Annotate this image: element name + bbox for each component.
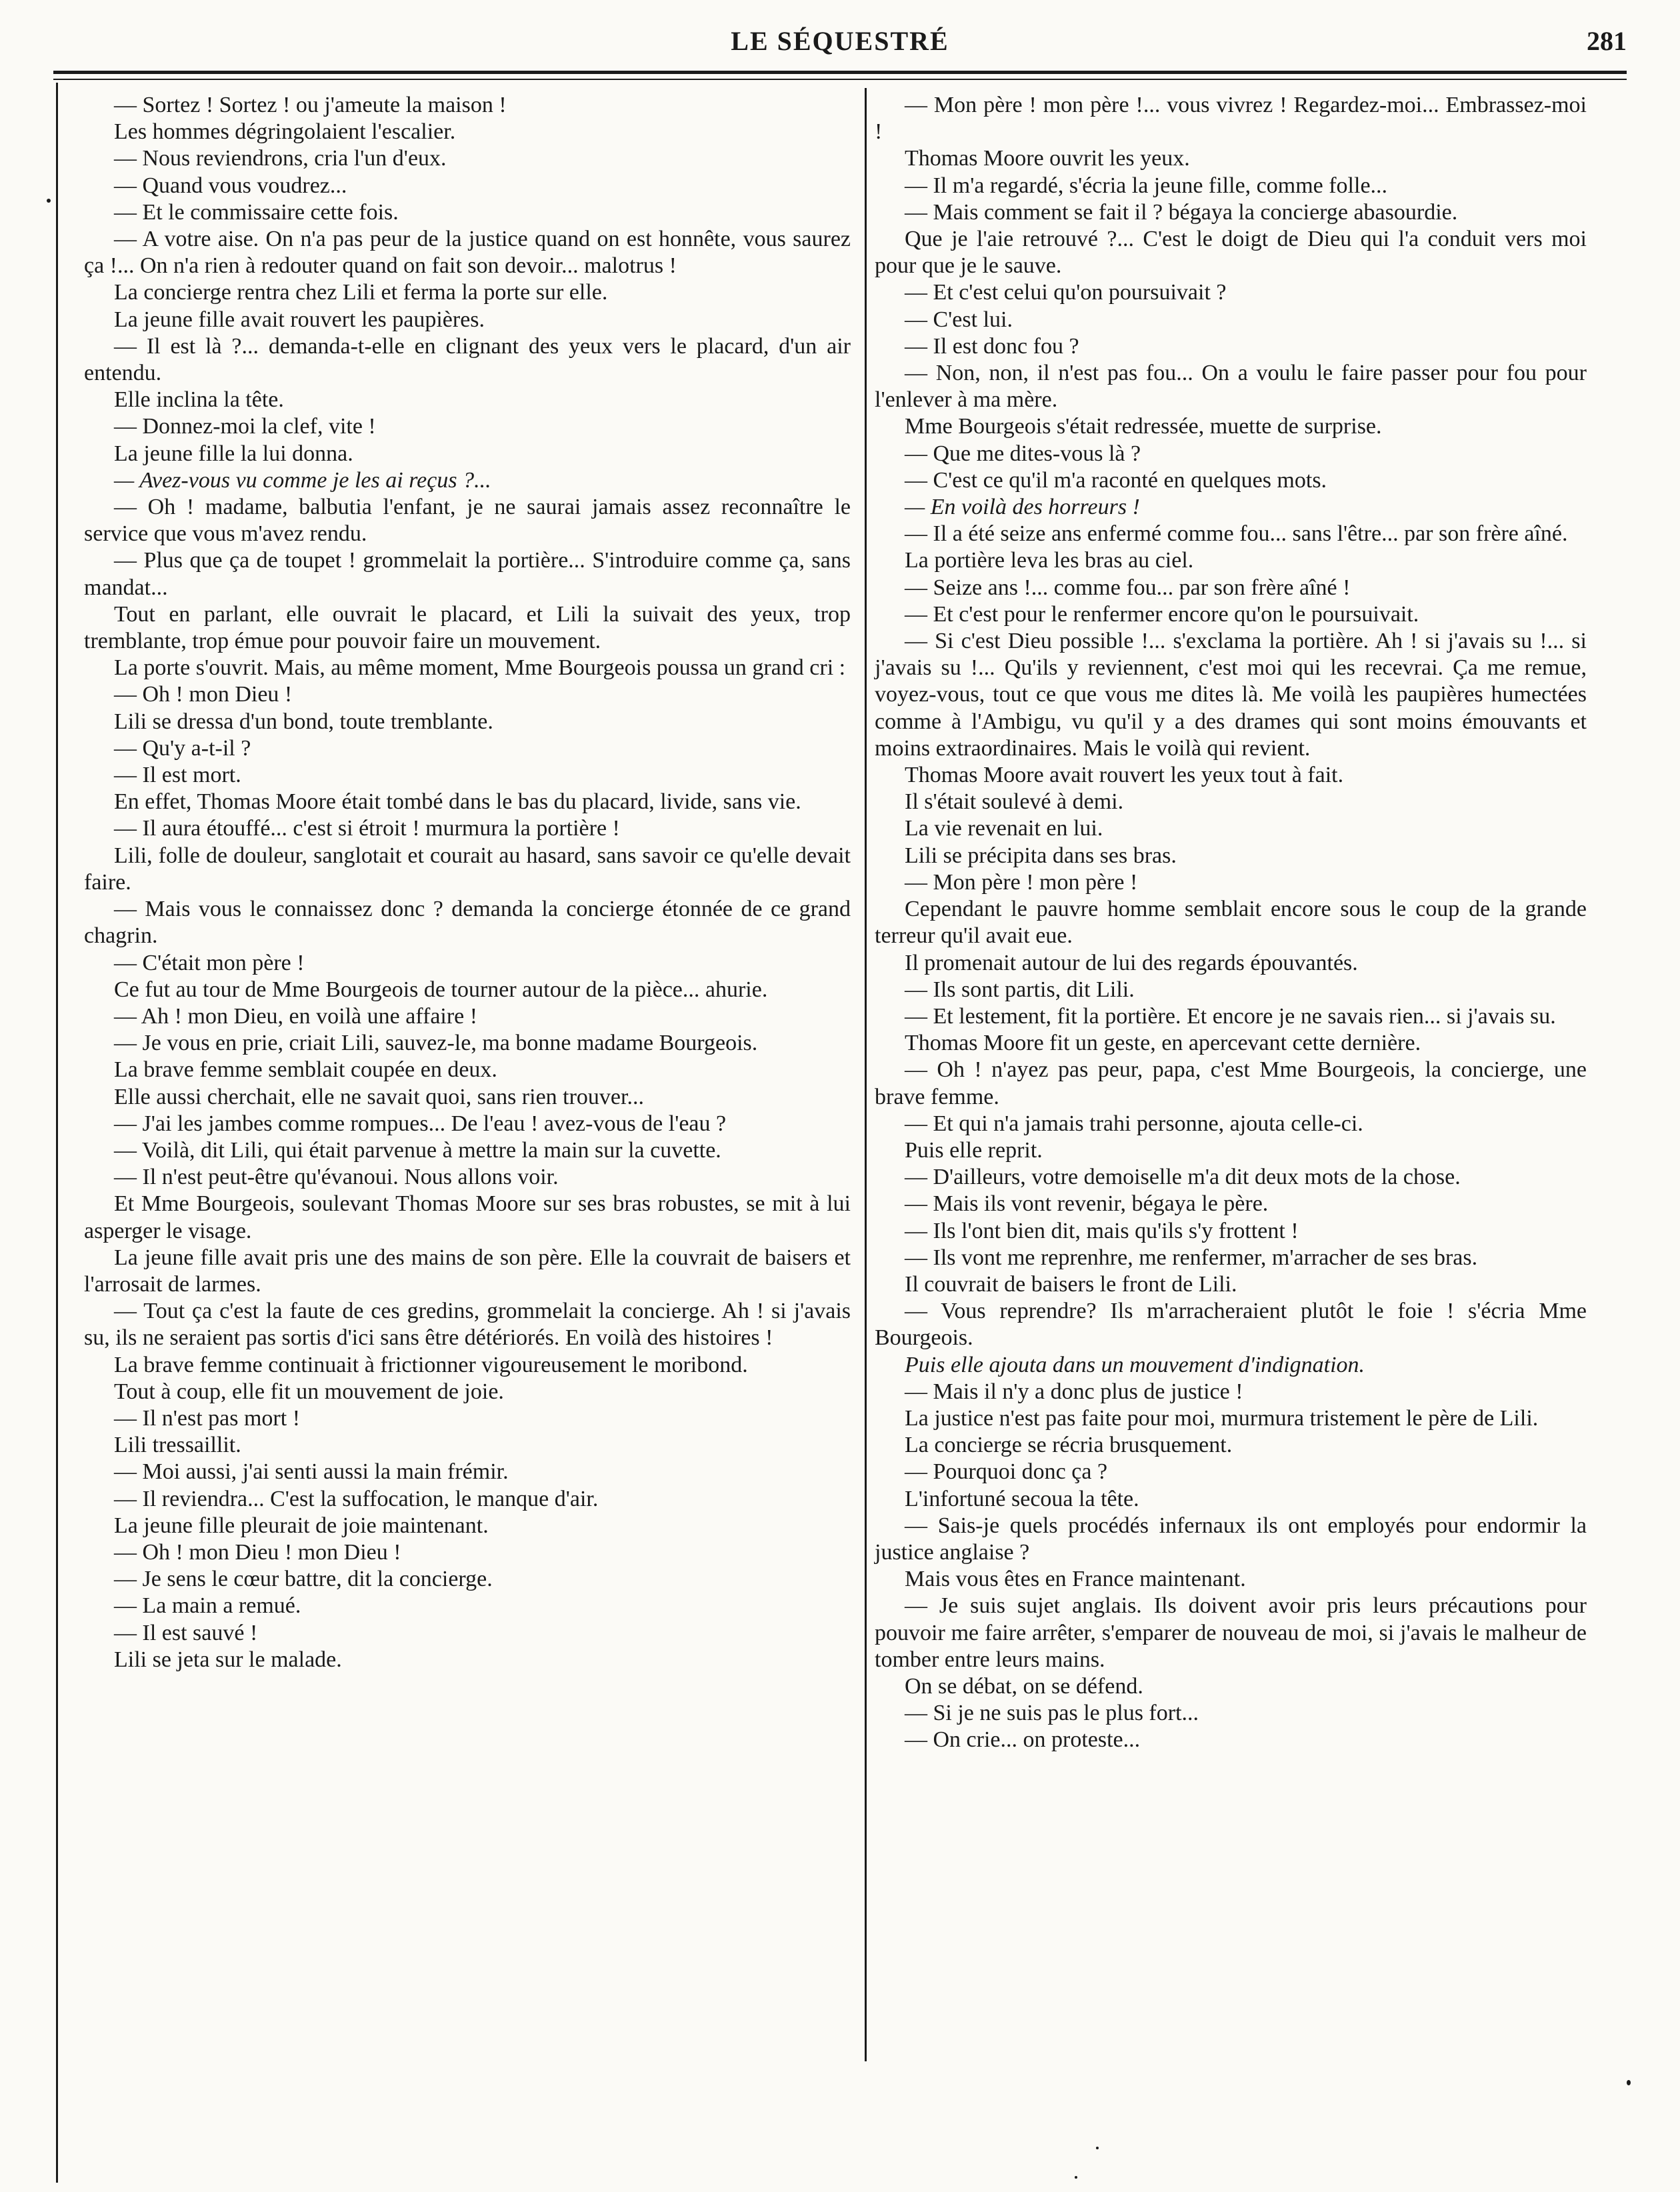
paragraph: — Et c'est celui qu'on poursuivait ? bbox=[905, 280, 1227, 305]
paragraph: — Je vous en prie, criait Lili, sauvez-le, ma bonne madame Bourgeois. bbox=[114, 1031, 758, 1056]
paragraph: La brave femme continuait à frictionner vigoureusement le moribond. bbox=[114, 1352, 748, 1377]
column-divider bbox=[865, 88, 867, 2061]
paragraph: — Oh ! mon Dieu ! mon Dieu ! bbox=[114, 1539, 401, 1565]
paragraph: — Mais comment se fait il ? bégaya la concierge abasourdie. bbox=[905, 199, 1458, 225]
paragraph: La justice n'est pas faite pour moi, murmura tristement le père de Lili. bbox=[905, 1405, 1539, 1431]
ink-speck bbox=[47, 199, 51, 203]
paragraph: — Qu'y a-t-il ? bbox=[114, 735, 251, 761]
paragraph: Lili se jeta sur le malade. bbox=[114, 1647, 342, 1672]
paragraph: — Sais-je quels procédés infernaux ils ont employés pour endormir la justice anglaise ? bbox=[875, 1513, 1587, 1565]
paragraph: — Que me dites-vous là ? bbox=[905, 441, 1141, 466]
header-rule-thick bbox=[53, 71, 1627, 74]
paragraph: — Ah ! mon Dieu, en voilà une affaire ! bbox=[114, 1003, 478, 1029]
paragraph: — En voilà des horreurs ! bbox=[905, 495, 1140, 520]
paragraph: — Il est mort. bbox=[114, 763, 241, 788]
paragraph: Il promenait autour de lui des regards épouvantés. bbox=[905, 950, 1358, 975]
paragraph: — C'était mon père ! bbox=[114, 950, 305, 975]
paragraph: — C'est lui. bbox=[905, 307, 1013, 332]
paragraph: — Il n'est pas mort ! bbox=[114, 1405, 301, 1431]
right-column bbox=[875, 92, 1587, 1754]
paragraph: Thomas Moore avait rouvert les yeux tout à fait. bbox=[905, 763, 1344, 788]
paragraph: — D'ailleurs, votre demoiselle m'a dit deux mots de la chose. bbox=[905, 1165, 1461, 1190]
paragraph: — Il est là ?... demanda-t-elle en clignant des yeux vers le placard, d'un air entendu. bbox=[84, 333, 851, 386]
paragraph: — Il est donc fou ? bbox=[905, 333, 1079, 359]
paragraph: — Oh ! madame, balbutia l'enfant, je ne saurai jamais assez reconnaître le service que vous m'avez rendu. bbox=[84, 495, 851, 547]
paragraph: — Mon père ! mon père ! bbox=[905, 869, 1138, 895]
paragraph: — Et c'est pour le renfermer encore qu'on le poursuivait. bbox=[905, 601, 1419, 627]
paragraph: En effet, Thomas Moore était tombé dans le bas du placard, livide, sans vie. bbox=[114, 789, 801, 815]
ink-speck bbox=[1627, 2080, 1631, 2085]
paragraph: Lili tressaillit. bbox=[114, 1433, 241, 1458]
paragraph: — Sortez ! Sortez ! ou j'ameute la maison ! bbox=[114, 93, 507, 117]
paragraph: — Tout ça c'est la faute de ces gredins, grommelait la concierge. Ah ! si j'avais su, ils ne seraient pas sortis d'ici sans être détériorés. En voilà des histoires ! bbox=[84, 1299, 851, 1351]
paragraph: La porte s'ouvrit. Mais, au même moment, Mme Bourgeois poussa un grand cri : bbox=[114, 655, 846, 681]
paragraph: — Donnez-moi la clef, vite ! bbox=[114, 414, 376, 439]
paragraph: La jeune fille la lui donna. bbox=[114, 441, 353, 466]
paragraph: On se débat, on se défend. bbox=[905, 1673, 1143, 1699]
paragraph: — Pourquoi donc ça ? bbox=[905, 1459, 1108, 1485]
paragraph: Il s'était soulevé à demi. bbox=[905, 789, 1124, 815]
paragraph: Puis elle ajouta dans un mouvement d'indignation. bbox=[905, 1352, 1365, 1377]
paragraph: — Avez-vous vu comme je les ai reçus ?... bbox=[114, 467, 491, 493]
paragraph: — Si c'est Dieu possible !... s'exclama la portière. Ah ! si j'avais su !... si j'avais su !... Qu'ils y reviennent, c'est moi qui les recevrai. Ça me remue, voyez-vous, tout ce que vous me dites là. Me voilà les paupières humectées comme à l'Ambigu, vu qu'il y a des drames qui sont moins émouvants et moins extraordinaires. Mais le voilà qui revient. bbox=[875, 629, 1587, 761]
paragraph: La concierge rentra chez Lili et ferma la porte sur elle. bbox=[114, 280, 608, 305]
paragraph: Les hommes dégringolaient l'escalier. bbox=[114, 119, 456, 145]
paragraph: — Mais il n'y a donc plus de justice ! bbox=[905, 1379, 1243, 1404]
paragraph: — Voilà, dit Lili, qui était parvenue à mettre la main sur la cuvette. bbox=[114, 1137, 721, 1163]
paragraph: — Je suis sujet anglais. Ils doivent avoir pris leurs précautions pour pouvoir me faire arrêter, s'emparer de nouveau de moi, si j'avais le malheur de tomber entre leurs mains. bbox=[875, 1593, 1587, 1672]
paragraph: — J'ai les jambes comme rompues... De l'eau ! avez-vous de l'eau ? bbox=[114, 1111, 727, 1136]
paragraph: Il couvrait de baisers le front de Lili. bbox=[905, 1271, 1237, 1297]
paragraph: — Ils vont me reprenhre, me renfermer, m'arracher de ses bras. bbox=[905, 1245, 1478, 1270]
paragraph: Mais vous êtes en France maintenant. bbox=[905, 1567, 1246, 1592]
paragraph: La brave femme semblait coupée en deux. bbox=[114, 1057, 497, 1083]
paragraph: La jeune fille avait rouvert les paupières. bbox=[114, 307, 485, 332]
paragraph: Et Mme Bourgeois, soulevant Thomas Moore sur ses bras robustes, se mit à lui asperger le visage. bbox=[84, 1191, 851, 1243]
page-left-border bbox=[56, 83, 58, 2183]
paragraph: — Oh ! n'ayez pas peur, papa, c'est Mme Bourgeois, la concierge, une brave femme. bbox=[875, 1057, 1587, 1109]
paragraph: — Il aura étouffé... c'est si étroit ! murmura la portière ! bbox=[114, 816, 620, 841]
paragraph: Elle inclina la tête. bbox=[114, 387, 284, 413]
paragraph: — La main a remué. bbox=[114, 1593, 301, 1619]
paragraph: — Et qui n'a jamais trahi personne, ajouta celle-ci. bbox=[905, 1111, 1363, 1136]
paragraph: — Il n'est peut-être qu'évanoui. Nous allons voir. bbox=[114, 1165, 559, 1190]
paragraph: — Mais vous le connaissez donc ? demanda la concierge étonnée de ce grand chagrin. bbox=[84, 897, 851, 949]
paragraph: La jeune fille avait pris une des mains de son père. Elle la couvrait de baisers et l'arrosait de larmes. bbox=[84, 1245, 851, 1297]
paragraph: Lili se précipita dans ses bras. bbox=[905, 843, 1177, 868]
paragraph: La concierge se récria brusquement. bbox=[905, 1433, 1233, 1458]
paragraph: — Quand vous voudrez... bbox=[114, 173, 347, 198]
paragraph: — Si je ne suis pas le plus fort... bbox=[905, 1701, 1199, 1726]
paragraph: Thomas Moore ouvrit les yeux. bbox=[905, 146, 1190, 171]
paragraph: — Et le commissaire cette fois. bbox=[114, 199, 399, 225]
paragraph: — Mon père ! mon père !... vous vivrez ! Regardez-moi... Embrassez-moi ! bbox=[875, 93, 1587, 145]
paragraph: Elle aussi cherchait, elle ne savait quoi, sans rien trouver... bbox=[114, 1084, 644, 1109]
paragraph: Lili se dressa d'un bond, toute tremblante. bbox=[114, 709, 493, 734]
paragraph: Puis elle reprit. bbox=[905, 1137, 1043, 1163]
paragraph: La portière leva les bras au ciel. bbox=[905, 548, 1194, 573]
paragraph: Cependant le pauvre homme semblait encore sous le coup de la grande terreur qu'il avait eue. bbox=[875, 897, 1587, 949]
paragraph: — Ils sont partis, dit Lili. bbox=[905, 977, 1135, 1002]
paragraph: — Moi aussi, j'ai senti aussi la main frémir. bbox=[114, 1459, 509, 1485]
paragraph: Tout à coup, elle fit un mouvement de joie. bbox=[114, 1379, 504, 1404]
header-rule-thin bbox=[53, 79, 1627, 80]
paragraph: — Je sens le cœur battre, dit la concierge. bbox=[114, 1567, 493, 1592]
paragraph: — Nous reviendrons, cria l'un d'eux. bbox=[114, 146, 447, 171]
paragraph: — Il a été seize ans enfermé comme fou... sans l'être... par son frère aîné. bbox=[905, 521, 1568, 547]
paragraph: — A votre aise. On n'a pas peur de la justice quand on est honnête, vous saurez ça !... On n'a rien à redouter quand on fait son devoir... malotrus ! bbox=[84, 227, 851, 279]
paragraph: Tout en parlant, elle ouvrait le placard, et Lili la suivait des yeux, trop tremblante, trop émue pour pouvoir faire un mouvement. bbox=[84, 601, 851, 654]
paragraph: Thomas Moore fit un geste, en apercevant cette dernière. bbox=[905, 1031, 1421, 1056]
running-title: LE SÉQUESTRÉ bbox=[731, 26, 949, 56]
paragraph: — Il m'a regardé, s'écria la jeune fille, comme folle... bbox=[905, 173, 1388, 198]
paragraph: — Non, non, il n'est pas fou... On a voulu le faire passer pour fou pour l'enlever à ma mère. bbox=[875, 361, 1587, 413]
paragraph: La vie revenait en lui. bbox=[905, 816, 1103, 841]
paragraph: — Ils l'ont bien dit, mais qu'ils s'y frottent ! bbox=[905, 1218, 1299, 1243]
left-column bbox=[84, 92, 851, 1673]
ink-speck bbox=[1075, 2176, 1077, 2179]
paragraph: — C'est ce qu'il m'a raconté en quelques mots. bbox=[905, 467, 1327, 493]
paragraph: Mme Bourgeois s'était redressée, muette de surprise. bbox=[905, 414, 1382, 439]
paragraph: — Plus que ça de toupet ! grommelait la portière... S'introduire comme ça, sans mandat... bbox=[84, 548, 851, 600]
paragraph: — Il est sauvé ! bbox=[114, 1620, 258, 1645]
paragraph: L'infortuné secoua la tête. bbox=[905, 1486, 1139, 1511]
paragraph: — Il reviendra... C'est la suffocation, le manque d'air. bbox=[114, 1486, 599, 1511]
paragraph: — Mais ils vont revenir, bégaya le père. bbox=[905, 1191, 1269, 1217]
paragraph: — Seize ans !... comme fou... par son frère aîné ! bbox=[905, 575, 1351, 600]
paragraph: Ce fut au tour de Mme Bourgeois de tourner autour de la pièce... ahurie. bbox=[114, 977, 768, 1002]
paragraph: — Vous reprendre? Ils m'arracheraient plutôt le foie ! s'écria Mme Bourgeois. bbox=[875, 1299, 1587, 1351]
paragraph: La jeune fille pleurait de joie maintenant. bbox=[114, 1513, 489, 1538]
paragraph: — Oh ! mon Dieu ! bbox=[114, 682, 293, 707]
paragraph: Lili, folle de douleur, sanglotait et courait au hasard, sans savoir ce qu'elle devait faire. bbox=[84, 843, 851, 895]
ink-speck bbox=[1096, 2147, 1099, 2149]
page-number: 281 bbox=[1587, 26, 1627, 56]
paragraph: — Et lestement, fit la portière. Et encore je ne savais rien... si j'avais su. bbox=[905, 1003, 1556, 1029]
paragraph: — On crie... on proteste... bbox=[905, 1727, 1141, 1753]
paragraph: Que je l'aie retrouvé ?... C'est le doigt de Dieu qui l'a conduit vers moi pour que je le sauve. bbox=[875, 227, 1587, 279]
